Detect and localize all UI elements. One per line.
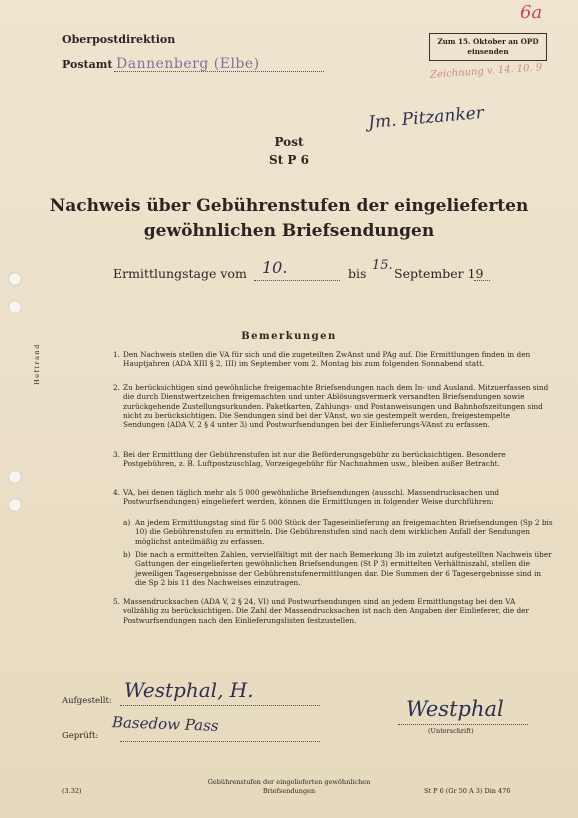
punch-hole-lower <box>8 470 22 484</box>
period-until-label: bis <box>348 266 367 281</box>
remark-4b-label: b) <box>123 550 131 559</box>
checked-by-signature: Basedow Pass <box>111 713 219 735</box>
remark-2-text: Zu berücksichtigen sind gewöhnliche freigemachte Briefsendungen nach dem In- und Ausland. Mitzuerfassen sind die durch Dienstwertzeichen freigemachten und unter Ablösungsvermerk versandten Briefsendungen sowie zurückgehende Zustellungsurkunden. Paketkarten, Zahlungs- und Postanweisungen und Bahnhofszeitungen sind nicht zu berücksichtigen. Die Sendungen sind bei der VAnst, wo sie gestempelt werden, freigestempelte Sendungen (ADA V, 2 § 4 unter 3) und Postwurfsendungen bei der Einlieferungs-VAnst zu erfassen. <box>123 383 549 430</box>
remark-3-number: 3. <box>113 450 120 459</box>
remark-4a-text: An jedem Ermittlungstag sind für 5 000 Stück der Tageseinlieferung an freigemachten Briefsendungen (Sp 2 bis 10) die Gebührenstufen zu ermitteln. Die Gebührenstufen sind nach dem wirklichen Anfall der Sendungen möglichst anteilmäßig zu erfassen. <box>135 518 553 546</box>
punch-hole-bottom <box>8 498 22 512</box>
remark-4 <box>113 488 553 507</box>
submission-notice-line2: einsenden <box>467 47 509 56</box>
remark-5-text: Massendrucksachen (ADA V, 2 § 24, VI) und Postwurfsendungen sind an jedem Ermittlungstag bei den VA vollzählig zu berücksichtigen. Die Zahl der Massendrucksachen ist nach den Angaben der Einlieferer, die der Postwurfsendungen nach den Einlieferungslisten festzustellen. <box>123 597 529 625</box>
handwritten-place: Jm. Pitzanker <box>367 102 485 134</box>
post-office-label: Postamt <box>62 58 113 71</box>
post-label: Post <box>274 135 304 149</box>
remark-4-number: 4. <box>113 488 120 497</box>
remark-2-number: 2. <box>113 383 120 392</box>
punch-hole-top <box>8 272 22 286</box>
form-title-line2: gewöhnlichen Briefsendungen <box>143 221 435 241</box>
remarks-heading: Bemerkungen <box>241 331 337 342</box>
remark-5-number: 5. <box>113 597 120 606</box>
remark-3-text: Bei der Ermittlung der Gebührenstufen ist nur die Beförderungsgebühr zu berücksichtigen. Besondere Postgebühren, z. B. Luftpostzuschlag, Vorzeigegebühr für Nachnahmen usw., bleiben außer Betracht. <box>123 450 506 469</box>
remark-2 <box>113 383 553 429</box>
remark-3 <box>113 450 553 469</box>
period-label: Ermittlungstage vom <box>113 266 247 281</box>
binding-margin-label: Heftrand <box>33 343 41 385</box>
official-signature: Westphal <box>406 697 504 721</box>
pencil-note: Zeichnung v. 14. 10. 9 <box>429 62 543 81</box>
form-title-line1: Nachweis über Gebührenstufen der eingelieferten <box>49 196 529 216</box>
prepared-by-label: Aufgestellt: <box>62 696 112 706</box>
remark-4a <box>113 518 553 546</box>
remark-4a-label: a) <box>123 518 131 527</box>
post-office-stamp: Dannenberg (Elbe) <box>116 56 260 72</box>
period-year-line <box>474 266 490 281</box>
remark-1 <box>113 350 553 369</box>
footer-right-code: St P 6 (Gr 50 A 3) Din 476 <box>424 787 511 795</box>
footer-left-code: (3.32) <box>62 787 82 795</box>
period-to-value: 15. <box>372 258 393 273</box>
submission-notice-box <box>429 33 547 61</box>
directorate-label: Oberpostdirektion <box>62 33 176 46</box>
remark-5 <box>113 597 553 625</box>
remark-4-text: VA, bei denen täglich mehr als 5 000 gewöhnliche Briefsendungen (ausschl. Massendrucksachen und Postwurfsendungen) eingeliefert werden, können die Ermittlungen in folgender Weise durchführen: <box>123 488 500 507</box>
corner-note: 6a <box>520 2 543 23</box>
footer-center-line1: Gebührenstufen der eingelieferten gewöhnlichen <box>207 778 371 786</box>
form-code: St P 6 <box>269 153 309 167</box>
footer-center-line2: Briefsendungen <box>262 787 316 795</box>
period-month: September 19 <box>394 266 484 281</box>
period-from-value: 10. <box>262 258 288 277</box>
signature-caption: (Unterschrift) <box>428 727 474 735</box>
prepared-by-signature: Westphal, H. <box>124 678 254 702</box>
remark-4b <box>113 550 553 587</box>
remark-1-number: 1. <box>113 350 120 359</box>
checked-by-label: Geprüft: <box>62 731 99 741</box>
submission-notice-line1: Zum 15. Oktober an OPD <box>437 37 539 46</box>
remark-4b-text: Die nach a ermittelten Zahlen, vervielfältigt mit der nach Bemerkung 3b im zuletzt aufgestellten Nachweis über Gattungen der eingelieferten gewöhnlichen Briefsendungen (St P 3) ermittelten Verhältniszahl, stellen die jeweiligen Tagesergebnisse der Gebührenstufenermittlungen dar. Die Summen der 6 Tagesergebnisse sind in die Sp 2 bis 11 des Nachweises einzutragen. <box>135 550 552 587</box>
remark-1-text: Den Nachweis stellen die VA für sich und die zugeteilten ZwAnst und PAg auf. Die Ermittlungen finden in den Hauptjahren (ADA XIII § 2, III) im September vom 2. Montag bis zum folgenden Sonnabend statt. <box>123 350 531 369</box>
punch-hole-upper <box>8 300 22 314</box>
official-signature-line <box>398 718 528 725</box>
